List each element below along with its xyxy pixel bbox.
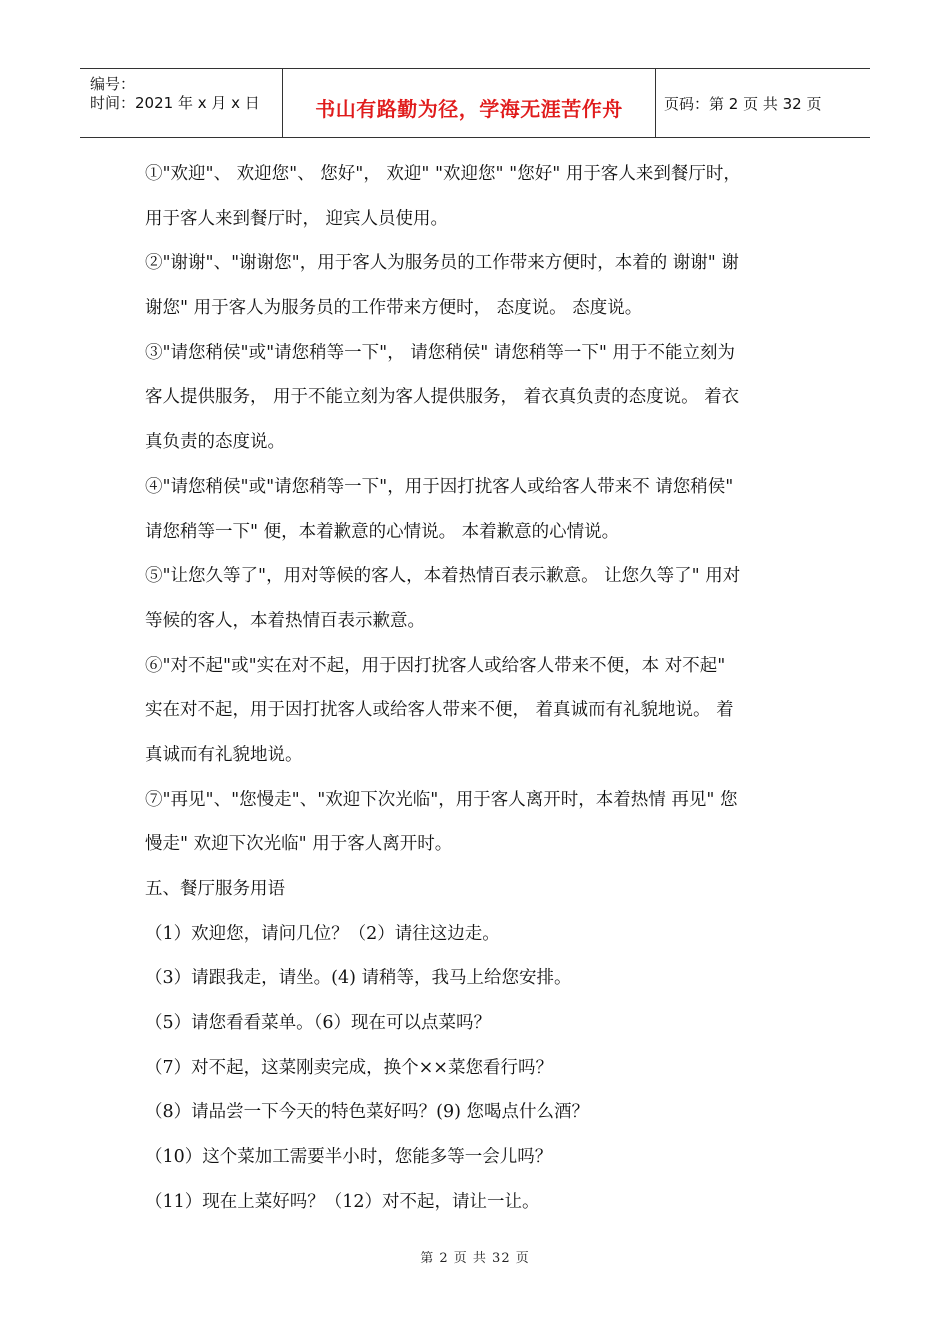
page-footer: 第 2 页 共 32 页 [420,1251,530,1266]
body-line: 实在对不起，用于因打扰客人或给客人带来不便， 着真诚而有礼貌地说。 着 [145,700,734,721]
body-line: ②"谢谢"、"谢谢您"，用于客人为服务员的工作带来方便时，本着的 谢谢" 谢 [145,253,739,274]
header-page-cell [656,69,870,137]
section-heading: 五、餐厅服务用语 [145,879,285,899]
body-line: （5）请您看看菜单。（6）现在可以点菜吗？ [145,1013,492,1034]
document-header [80,68,870,138]
body-line: ①"欢迎"、 欢迎您"、 您好"， 欢迎" "欢迎您" "您好" 用于客人来到餐厅时， [145,164,741,184]
header-meta-cell [80,69,283,137]
header-motto-cell [283,69,656,137]
body-line: ⑤"让您久等了"，用对等候的客人，本着热情百表示歉意。 让您久等了" 用对 [145,566,741,587]
body-line: （7）对不起，这菜刚卖完成，换个××菜您看行吗？ [145,1057,553,1078]
body-line: 慢走" 欢迎下次光临" 用于客人离开时。 [145,834,453,855]
body-line: 真诚而有礼貌地说。 [145,744,303,765]
document-body [145,152,825,1225]
body-line: 等候的客人，本着热情百表示歉意。 [145,610,425,631]
body-line: 用于客人来到餐厅时， 迎宾人员使用。 [145,208,449,229]
body-line: 谢您" 用于客人为服务员的工作带来方便时， 态度说。 态度说。 [145,298,643,319]
body-line: 客人提供服务， 用于不能立刻为客人提供服务， 着衣真负责的态度说。 着衣 [145,387,740,408]
body-line: 真负责的态度说。 [145,432,285,453]
body-line: （3）请跟我走，请坐。(4) 请稍等，我马上给您安排。 [145,968,572,989]
body-line: 请您稍等一下" 便，本着歉意的心情说。 本着歉意的心情说。 [145,521,620,542]
header-page-info: 页码：第 2 页 共 32 页 [664,95,822,113]
body-line: （10）这个菜加工需要半小时，您能多等一会儿吗？ [145,1147,553,1168]
body-line: ④"请您稍侯"或"请您稍等一下"，用于因打扰客人或给客人带来不 请您稍侯" [145,476,734,497]
body-line: （8）请品尝一下今天的特色菜好吗？(9) 您喝点什么酒？ [145,1102,589,1123]
document-date-label: 时间：2021 年 x 月 x 日 [90,94,260,112]
body-line: （11）现在上菜好吗？（12）对不起，请让一让。 [145,1191,540,1212]
body-line: （1）欢迎您，请问几位？（2）请往这边走。 [145,923,500,944]
body-line: ⑦"再见"、"您慢走"、"欢迎下次光临"，用于客人离开时，本着热情 再见" 您 [145,789,738,810]
document-number-label: 编号： [90,75,136,93]
body-line: ⑥"对不起"或"实在对不起，用于因打扰客人或给客人带来不便，本 对不起" [145,655,726,676]
body-line: ③"请您稍侯"或"请您稍等一下"， 请您稍侯" 请您稍等一下" 用于不能立刻为 [145,342,735,363]
header-motto: 书山有路勤为径，学海无涯苦作舟 [315,97,623,121]
